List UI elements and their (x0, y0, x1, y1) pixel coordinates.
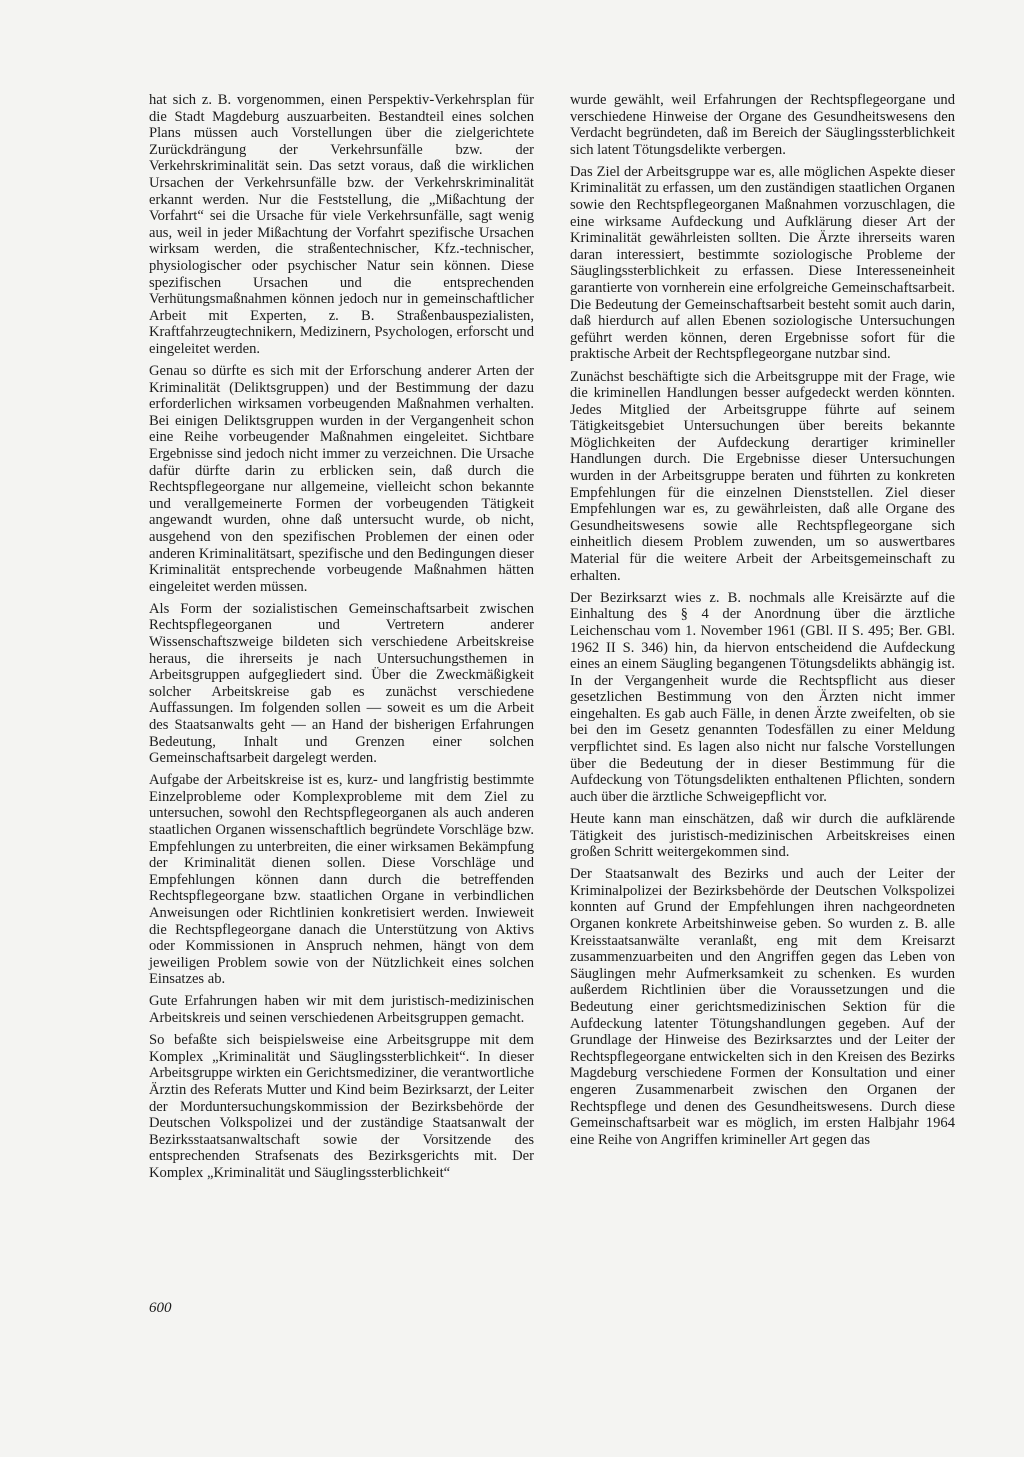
paragraph: Genau so dürfte es sich mit der Erforschung anderer Arten der Kriminalität (Deliktsgruppen) und der Bestimmung der dazu erforderlichen wirksamen vorbeugenden Maßnahmen verhalten. Bei einigen Deliktsgruppen wurden in der Vergangenheit schon eine Reihe vorbeugender Maßnahmen eingeleitet. Sichtbare Ergebnisse sind jedoch nicht immer zu verzeichnen. Die Ursache dafür dürfte darin zu erblicken sein, daß durch die Rechtspflegeorgane nur allgemeine, vielleicht schon bekannte und verallgemeinerte Formen der vorbeugenden Tätigkeit angewandt wurden, ohne daß untersucht wurde, ob nicht, ausgehend von den spezifischen Problemen der einen oder anderen Kriminalitätsart, spezifische und den Bedingungen dieser Kriminalität entsprechende vorbeugende Maßnahmen hätten eingeleitet werden müssen. (149, 363, 534, 595)
paragraph: Das Ziel der Arbeitsgruppe war es, alle möglichen Aspekte dieser Kriminalität zu erfassen, um den zuständigen staatlichen Organen sowie den Rechtspflegeorganen Maßnahmen vorzuschlagen, die eine wirksame Aufdeckung und Aufklärung dieser Art der Kriminalität gewährleisten sollten. Die Ärzte ihrerseits waren daran interessiert, bestimmte soziologische Probleme der Säuglingssterblichkeit zu erfassen. Diese Interesseneinheit garantierte von vornherein eine erfolgreiche Gemeinschaftsarbeit. Die Bedeutung der Gemeinschaftsarbeit besteht somit auch darin, daß hierdurch auf allen Ebenen soziologische Untersuchungen geführt werden können, deren Ergebnisse sofort für die praktische Arbeit der Rechtspflegeorgane nutzbar sind. (570, 163, 955, 363)
paragraph: Als Form der sozialistischen Gemeinschaftsarbeit zwischen Rechtspflegeorganen und Vertretern anderer Wissenschaftszweige bildeten sich verschiedene Arbeitskreise heraus, die ihrerseits je nach Untersuchungsthemen in Arbeitsgruppen aufgegliedert sind. Über die Zweckmäßigkeit solcher Arbeitskreise gab es zunächst verschiedene Auffassungen. Im folgenden sollen — soweit es um die Arbeit des Staatsanwalts geht — an Hand der bisherigen Erfahrungen Bedeutung, Inhalt und Grenzen einer solchen Gemeinschaftsarbeit dargelegt werden. (149, 600, 534, 767)
paragraph: Heute kann man einschätzen, daß wir durch die aufklärende Tätigkeit des juristisch-medizinischen Arbeitskreises einen großen Schritt weitergekommen sind. (570, 810, 955, 861)
paragraph: Gute Erfahrungen haben wir mit dem juristisch-medizinischen Arbeitskreis und seinen verschiedenen Arbeitsgruppen gemacht. (149, 993, 534, 1027)
paragraph: Der Staatsanwalt des Bezirks und auch der Leiter der Kriminalpolizei der Bezirksbehörde der Deutschen Volkspolizei konnten auf Grund der Empfehlungen ihren nachgeordneten Organen konkrete Arbeitshinweise geben. So wurden z. B. alle Kreisstaatsanwälte veranlaßt, eng mit dem Kreisarzt zusammenzuarbeiten und den Angriffen gegen das Leben von Säuglingen mehr Aufmerksamkeit zu schenken. Es wurden außerdem Richtlinien über die Voraussetzungen und die Bedeutung einer gerichtsmedizinischen Sektion für die Aufdeckung latenter Tötungshandlungen gegeben. Auf der Grundlage der Hinweise des Bezirksarztes und der Leiter der Rechtspflegeorgane entwickelten sich in den Kreisen des Bezirks Magdeburg verschiedene Formen der Konsultation und einer engeren Zusammenarbeit zwischen den Organen der Rechtspflege und denen des Gesundheitswesens. Durch diese Gemeinschaftsarbeit war es möglich, im ersten Halbjahr 1964 eine Reihe von Angriffen krimineller Art gegen das (570, 866, 955, 1148)
paragraph: Aufgabe der Arbeitskreise ist es, kurz- und langfristig bestimmte Einzelprobleme oder Komplexprobleme mit dem Ziel zu untersuchen, sowohl den Rechtspflegeorganen als auch anderen staatlichen Organen wissenschaftlich begründete Vorschläge bzw. Empfehlungen zu unterbreiten, die einer wirksamen Bekämpfung der Kriminalität dienen sollen. Diese Vorschläge und Empfehlungen können dann durch die betreffenden Rechtspflegeorgane bzw. staatlichen Organe in verbindlichen Anweisungen oder Richtlinien konkretisiert werden. Inwieweit die Rechtspflegeorgane danach die Unterstützung von Aktivs oder Kommissionen in Anspruch nehmen, hängt von dem jeweiligen Problem sowie von der Nützlichkeit eines solchen Einsatzes ab. (149, 772, 534, 988)
paragraph: Der Bezirksarzt wies z. B. nochmals alle Kreisärzte auf die Einhaltung des § 4 der Anordnung über die ärztliche Leichenschau vom 1. November 1961 (GBl. II S. 495; Ber. GBl. 1962 II S. 346) hin, da hiervon entscheidend die Aufdeckung eines an einem Säugling begangenen Tötungsdelikts abhängig ist. In der Vergangenheit wurde die Rechtspflicht aus dieser gesetzlichen Bestimmung von den Ärzten nicht immer eingehalten. Es gab auch Fälle, in denen Ärzte zweifelten, ob sie bei den im Gesetz genannten Todesfällen zu einer Meldung verpflichtet sind. Es lagen also nicht nur falsche Vorstellungen über die Bedeutung der in dieser Bestimmung für die Aufdeckung von Tötungsdelikten enthaltenen Pflichten, sondern auch über die ärztliche Schweigepflicht vor. (570, 589, 955, 805)
right-column (570, 92, 955, 1154)
paragraph: Zunächst beschäftigte sich die Arbeitsgruppe mit der Frage, wie die kriminellen Handlungen besser aufgedeckt werden könnten. Jedes Mitglied der Arbeitsgruppe führte auf seinem Tätigkeitsgebiet Untersuchungen über bereits bekannte Möglichkeiten der Aufdeckung derartiger krimineller Handlungen durch. Die Ergebnisse dieser Untersuchungen wurden in der Arbeitsgruppe beraten und führten zu konkreten Empfehlungen für die einzelnen Dienststellen. Ziel dieser Empfehlungen war es, zu gewährleisten, daß alle Organe des Gesundheitswesens sowie alle Rechtspflegeorgane sich einheitlich diesem Problem zuwenden, um so auswertbares Material für die weitere Arbeit der Arbeitsgemeinschaft zu erhalten. (570, 368, 955, 584)
left-column (149, 92, 534, 1187)
paragraph: So befaßte sich beispielsweise eine Arbeitsgruppe mit dem Komplex „Kriminalität und Säuglingssterblichkeit“. In dieser Arbeitsgruppe wirkten ein Gerichtsmediziner, die verantwortliche Ärztin des Referats Mutter und Kind beim Bezirksarzt, der Leiter der Morduntersuchungskommission der Bezirksbehörde der Deutschen Volkspolizei und der zuständige Staatsanwalt der Bezirksstaatsanwaltschaft sowie der Vorsitzende des entsprechenden Strafsenats des Bezirksgerichts mit. Der Komplex „Kriminalität und Säuglingssterblichkeit“ (149, 1032, 534, 1181)
paragraph: wurde gewählt, weil Erfahrungen der Rechtspflegeorgane und verschiedene Hinweise der Organe des Gesundheitswesens den Verdacht begründeten, daß im Bereich der Säuglingssterblichkeit sich latent Tötungsdelikte verbergen. (570, 92, 955, 158)
paragraph: hat sich z. B. vorgenommen, einen Perspektiv-Verkehrsplan für die Stadt Magdeburg auszuarbeiten. Bestandteil eines solchen Plans müssen auch Vorstellungen über die zielgerichtete Zurückdrängung der Verkehrsunfälle bzw. der Verkehrskriminalität sein. Das setzt voraus, daß die wirklichen Ursachen der Verkehrsunfälle bzw. der Verkehrskriminalität erkannt werden. Nur die Feststellung, die „Mißachtung der Vorfahrt“ sei die Ursache für viele Verkehrsunfälle, sagt wenig aus, weil in jeder Mißachtung der Vorfahrt spezifische Ursachen wirksam werden, die straßentechnischer, Kfz.-technischer, physiologischer oder psychischer Natur sein können. Diese spezifischen Ursachen und die entsprechenden Verhütungsmaßnahmen können jedoch nur in gemeinschaftlicher Arbeit mit Experten, z. B. Straßenbauspezialisten, Kraftfahrzeugtechnikern, Medizinern, Psychologen, erforscht und eingeleitet werden. (149, 92, 534, 357)
page-number: 600 (149, 1300, 172, 1316)
